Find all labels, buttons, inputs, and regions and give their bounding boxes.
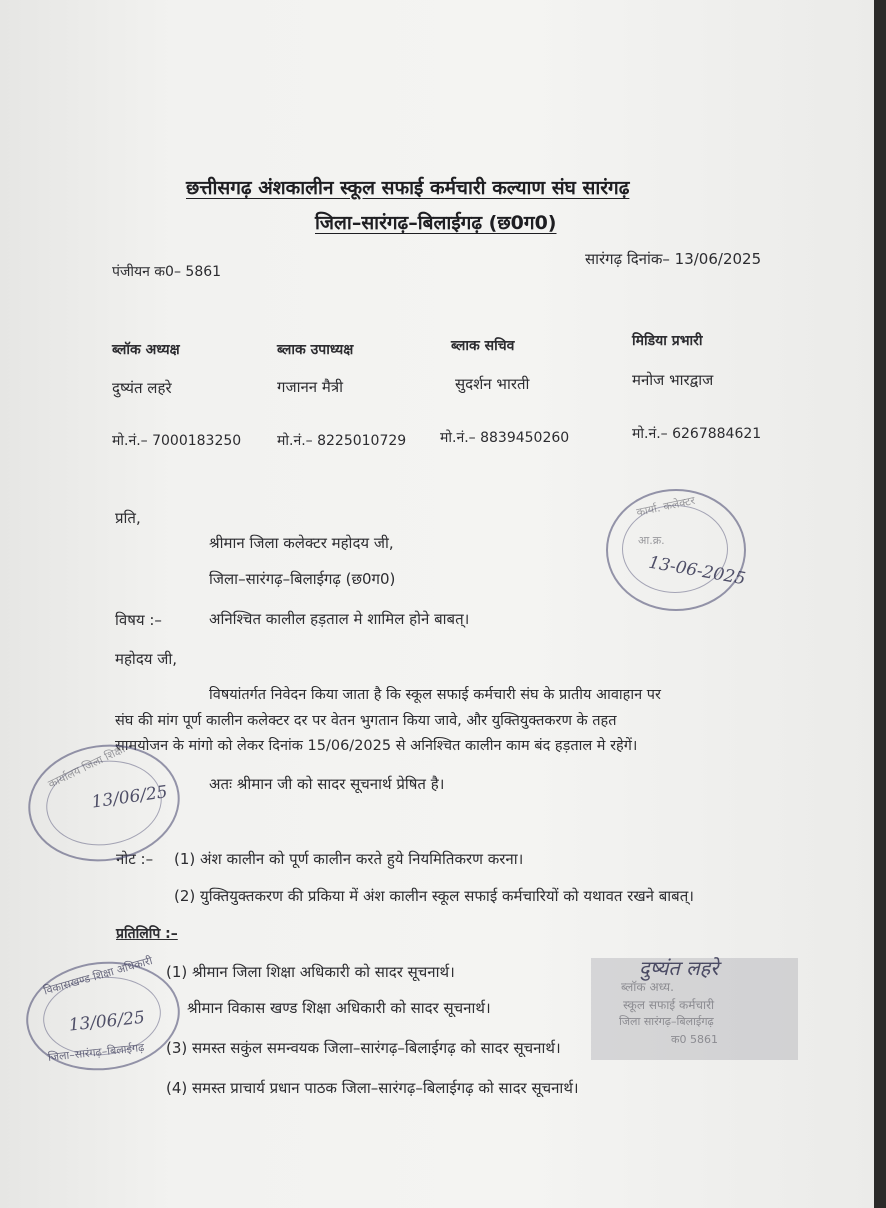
prati-label: प्रति, [115, 509, 141, 527]
subject-label: विषय :– [115, 611, 162, 629]
registration-number: पंजीयन क0– 5861 [112, 264, 222, 280]
body-line: संघ की मांग पूर्ण कालीन कलेक्टर दर पर वेतन भुगतान किया जावे, और युक्तियुक्तकरण के तहत [115, 713, 617, 729]
official-name: सुदर्शन भारती [455, 375, 530, 393]
body-line: विषयांतर्गत निवेदन किया जाता है कि स्कूल सफाई कर्मचारी संघ के प्रातीय आवाहान पर [209, 687, 661, 703]
addressee-line1: श्रीमान जिला कलेक्टर महोदय जी, [209, 534, 394, 552]
salutation: महोदय जी, [115, 650, 178, 668]
copy-item: श्रीमान विकास खण्ड शिक्षा अधिकारी को सादर सूचनार्थ। [187, 999, 491, 1017]
official-name: मनोज भारद्वाज [632, 371, 714, 389]
official-role: ब्लाक सचिव [451, 338, 515, 354]
official-role: ब्लॉक अध्यक्ष [112, 342, 180, 358]
beo-stamp: विकासखण्ड शिक्षा अधिकारी 13/06/25 जिला–सारंगढ़–बिलाईगढ़ [21, 954, 185, 1078]
org-district: जिला–सारंगढ़–बिलाईगढ़ (छ0ग0) [315, 212, 557, 234]
copies-label: प्रतिलिपि :– [116, 926, 178, 942]
copy-item: (1) श्रीमान जिला शिक्षा अधिकारी को सादर सूचनार्थ। [166, 963, 455, 981]
official-mobile: मो.नं.– 8225010729 [277, 433, 407, 449]
official-role: ब्लाक उपाध्यक्ष [277, 342, 354, 358]
note-item: (1) अंश कालीन को पूर्ण कालीन करते हुये नियमितिकरण करना। [174, 850, 524, 868]
signature-stamp: दुष्यंत लहरे ब्लॉक अध्य. स्कूल सफाई कर्मचारी जिला सारंगढ़–बिलाईगढ़ क0 5861 [591, 958, 798, 1060]
official-mobile: मो.नं.– 8839450260 [440, 430, 570, 446]
official-mobile: मो.नं.– 6267884621 [632, 426, 762, 442]
body-line: सामयोजन के मांगो को लेकर दिनांक 15/06/2025 से अनिश्चित कालीन काम बंद हड़ताल मे रहेगें। [115, 738, 638, 754]
org-title: छत्तीसगढ़ अंशकालीन स्कूल सफाई कर्मचारी कल्याण संघ सारंगढ़ [186, 177, 630, 199]
collector-stamp: कार्या. कलेक्टर आ.क्र. 13-06-2025 [606, 489, 746, 611]
letter-date: सारंगढ़ दिनांक– 13/06/2025 [585, 250, 762, 268]
copy-item: (4) समस्त प्राचार्य प्रधान पाठक जिला–सारंगढ़–बिलाईगढ़ को सादर सूचनार्थ। [166, 1079, 579, 1097]
note-item: (2) युक्तियुक्तकरण की प्रकिया में अंश कालीन स्कूल सफाई कर्मचारियों को यथावत रखने बाबत्। [174, 887, 694, 905]
official-role: मिडिया प्रभारी [632, 333, 703, 349]
note-label: नोट :– [116, 850, 154, 868]
addressee-line2: जिला–सारंगढ़–बिलाईगढ़ (छ0ग0) [209, 570, 396, 588]
official-name: दुष्यंत लहरे [112, 379, 172, 397]
subject-text: अनिश्चित कालील हड़ताल मे शामिल होने बाबत्। [209, 610, 470, 628]
copy-item: (3) समस्त सकुंल समन्वयक जिला–सारंगढ़–बिलाईगढ़ को सादर सूचनार्थ। [166, 1039, 561, 1057]
official-name: गजानन मैत्री [277, 378, 344, 396]
deo-stamp: कार्यालय जिला शिक्षा 13/06/25 [21, 735, 188, 871]
body-line: अतः श्रीमान जी को सादर सूचनार्थ प्रेषित है। [209, 775, 445, 793]
official-mobile: मो.नं.– 7000183250 [112, 433, 242, 449]
